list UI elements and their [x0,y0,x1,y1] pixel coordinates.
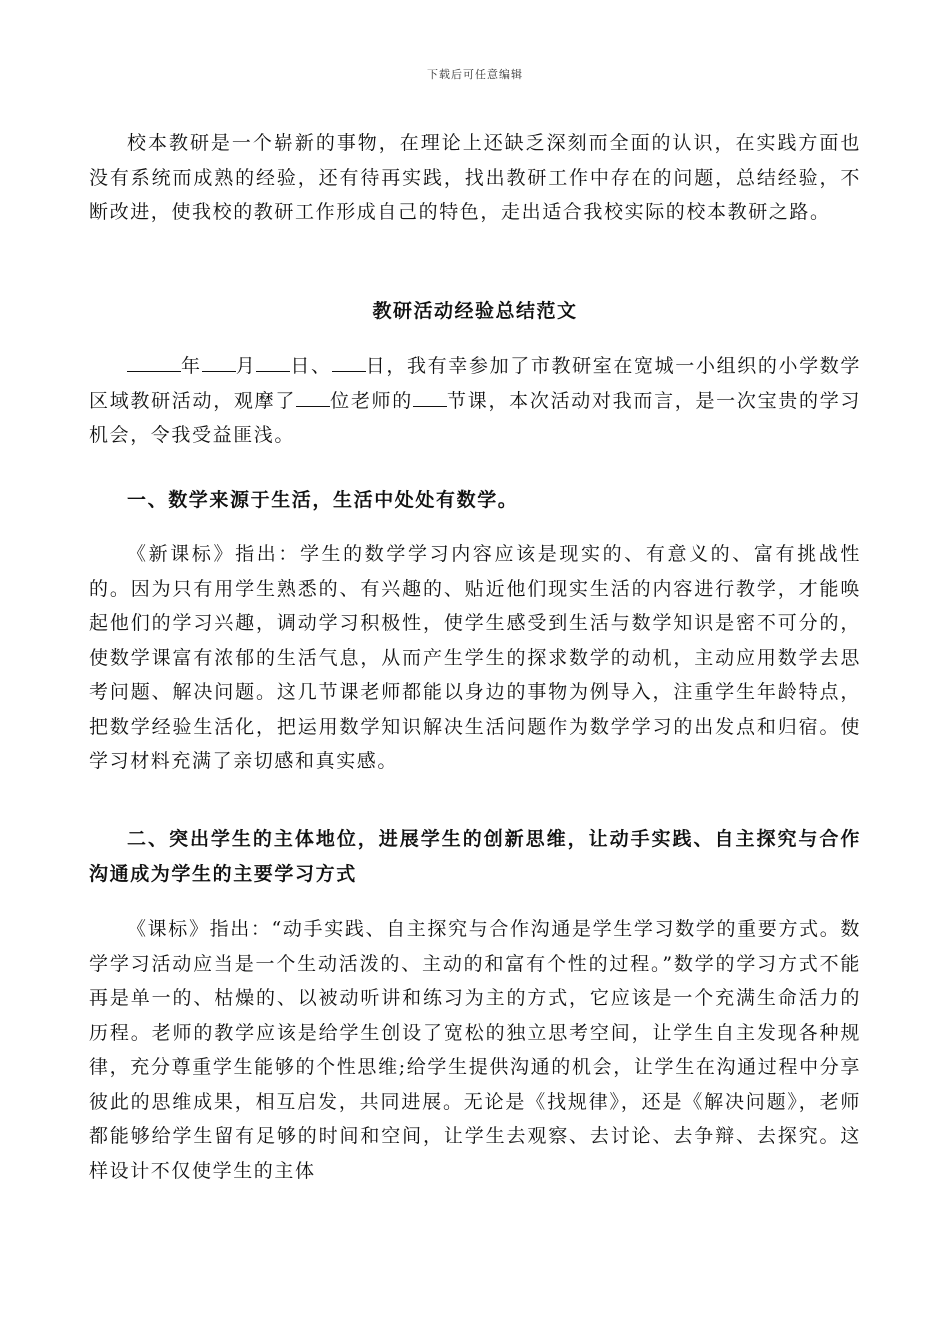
section1-heading: 一、数学来源于生活，生活中处处有数学。 [127,489,519,511]
opening-text-year: 年 [181,355,202,377]
opening-text-end: 节课，本次活动对我而言，是一次宝贵的学习机会，令我受益匪浅。 [89,389,861,446]
month-blank [202,349,236,372]
section1-body [89,537,861,779]
intro-section [89,126,861,230]
section2-body [89,912,861,1188]
section2-paragraph: 《课标》指出：“动手实践、自主探究与合作沟通是学生学习数学的重要方式。数学学习活动应当是一个生动活泼的、主动的和富有个性的过程。”数学的学习方式不能再是单一的、枯燥的、以被动听讲和练习为主的方式，它应该是一个充满生命活力的历程。老师的教学应该是给学生创设了宽松的独立思考空间，让学生自主发现各种规律，充分尊重学生能够的个性思维;给学生提供沟通的机会，让学生在沟通过程中分享彼此的思维成果，相互启发，共同进展。无论是《找规律》，还是《解决问题》，老师都能够给学生留有足够的时间和空间，让学生去观察、去讨论、去争辩、去探究。这样设计不仅使学生的主体 [89,918,861,1182]
opening-text-month: 月 [235,355,257,377]
intro-paragraph: 校本教研是一个崭新的事物，在理论上还缺乏深刻而全面的认识，在实践方面也没有系统而成熟的经验，还有待再实践，找出教研工作中存在的问题，总结经验，不断改进，使我校的教研工作形成自己的特色，走出适合我校实际的校本教研之路。 [89,132,861,223]
day-blank-2 [332,349,366,372]
opening-text-main: 日，我有幸参加了市教研室在宽城一小组织的小学数学区域教研活动，观摩了 [89,355,862,412]
opening-text-day1: 日、 [290,355,332,377]
article-title: 教研活动经验总结范文 [372,300,578,322]
year-blank [127,349,181,372]
opening-section [89,349,861,453]
day-blank-1 [256,349,290,372]
section1-paragraph: 《新课标》指出：学生的数学学习内容应该是现实的、有意义的、富有挑战性的。因为只有用学生熟悉的、有兴趣的、贴近他们现实生活的内容进行教学，才能唤起他们的学习兴趣，调动学习积极性，使学生感受到生活与数学知识是密不可分的，使数学课富有浓郁的生活气息，从而产生学生的探求数学的动机，主动应用数学去思考问题、解决问题。这几节课老师都能以身边的事物为例导入，注重学生年龄特点，把数学经验生活化，把运用数学知识解决生活问题作为数学学习的出发点和归宿。使学习材料充满了亲切感和真实感。 [89,543,861,772]
teacher-count-blank [296,384,330,407]
page-header: 下载后可任意编辑 [427,68,523,81]
opening-paragraph [89,349,861,453]
lesson-count-blank [413,384,447,407]
opening-text-teachers: 位老师的 [330,389,413,412]
section2-heading: 二、突出学生的主体地位，进展学生的创新思维，让动手实践、自主探究与合作沟通成为学生的主要学习方式 [89,828,861,885]
